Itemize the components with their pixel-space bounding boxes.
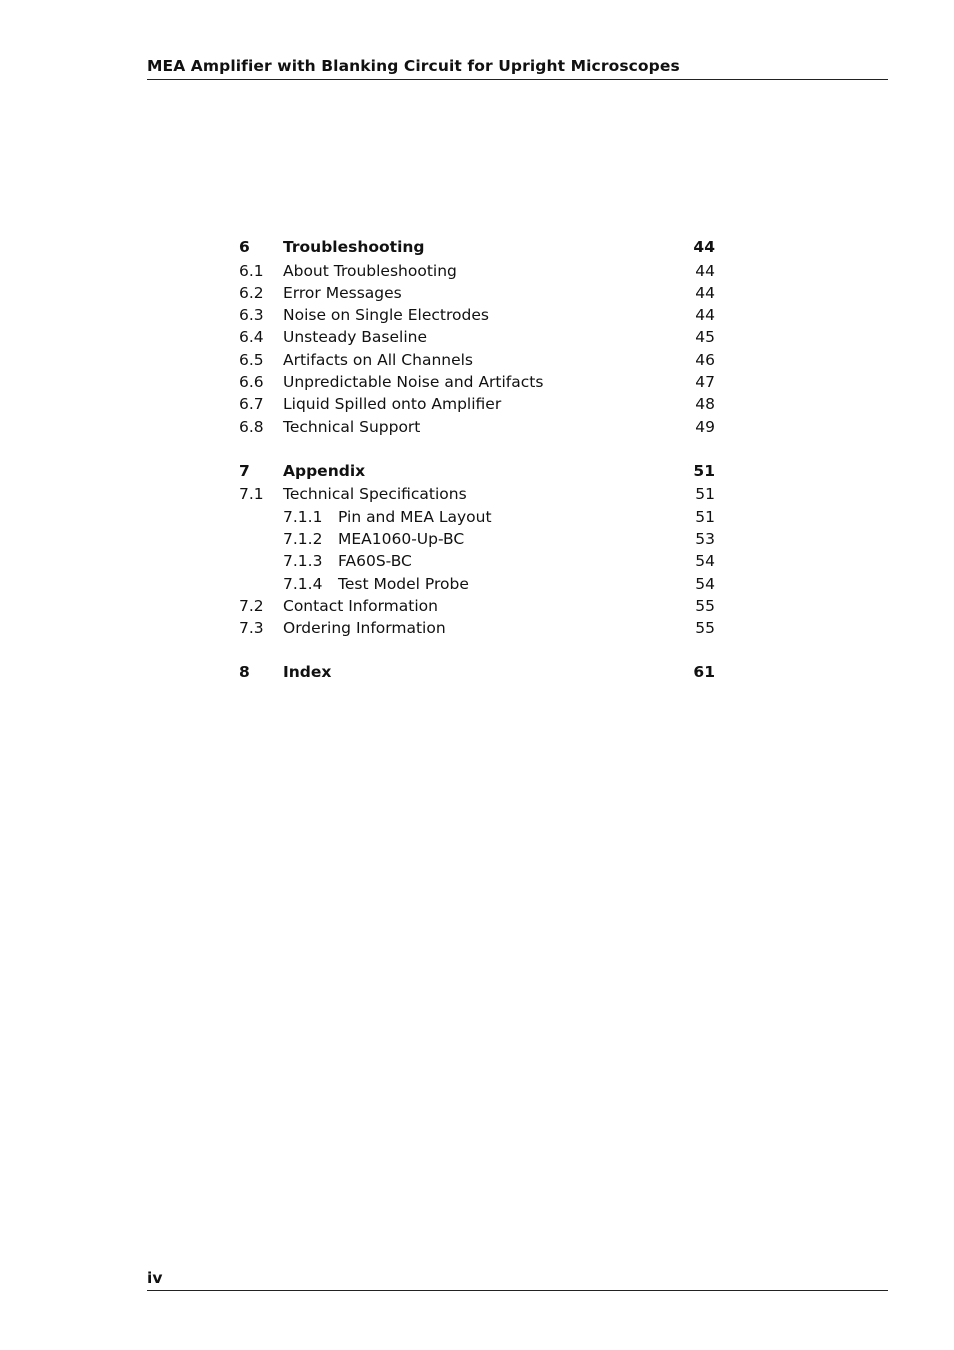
toc-entry-page: 51 <box>695 485 715 504</box>
toc-entry-number: 6.2 <box>239 283 264 302</box>
toc-entry-title: Unsteady Baseline <box>283 328 428 347</box>
toc-entry[interactable] <box>239 528 715 550</box>
toc-entry-page: 45 <box>695 328 715 347</box>
toc-entry-page: 51 <box>695 507 715 526</box>
toc-entry-title: Pin and MEA Layout <box>338 507 492 526</box>
toc-entry-page: 46 <box>695 350 715 369</box>
toc-entry-title: Liquid Spilled onto Amplifier <box>283 395 502 414</box>
toc-spacer <box>239 438 715 460</box>
toc-entry-page: 44 <box>695 306 715 325</box>
toc-entry-page: 44 <box>695 283 715 302</box>
toc-entry[interactable] <box>239 260 715 282</box>
toc-spacer <box>239 639 715 661</box>
toc-entry-title: Technical Specifications <box>283 485 467 504</box>
toc-entry[interactable] <box>239 617 715 639</box>
toc-entry[interactable] <box>239 326 715 348</box>
toc-entry-page: 54 <box>695 552 715 571</box>
toc-entry-number: 6.7 <box>239 395 264 414</box>
table-of-contents <box>239 236 715 685</box>
toc-entry-page: 48 <box>695 395 715 414</box>
toc-entry-page: 54 <box>695 574 715 593</box>
toc-entry-title: Noise on Single Electrodes <box>283 306 489 325</box>
toc-entry-number: 7.1.4 <box>283 574 323 593</box>
toc-entry-number: 7 <box>239 461 250 480</box>
toc-entry[interactable] <box>239 506 715 528</box>
toc-entry-number: 6 <box>239 238 250 256</box>
toc-entry-title: Artifacts on All Channels <box>283 350 474 369</box>
toc-entry-title: Unpredictable Noise and Artifacts <box>283 372 544 391</box>
toc-entry-title: About Troubleshooting <box>283 261 457 280</box>
toc-entry-number: 7.1.3 <box>283 552 323 571</box>
toc-entry-page: 47 <box>695 372 715 391</box>
document-title: MEA Amplifier with Blanking Circuit for Upright Microscopes <box>147 57 680 75</box>
toc-entry[interactable] <box>239 371 715 393</box>
toc-entry-page: 49 <box>695 417 715 436</box>
toc-entry[interactable] <box>239 236 715 260</box>
toc-entry-number: 6.3 <box>239 306 264 325</box>
toc-entry-page: 44 <box>695 261 715 280</box>
toc-entry-page: 55 <box>695 596 715 615</box>
toc-entry-number: 6.1 <box>239 261 264 280</box>
page-number: iv <box>147 1269 163 1287</box>
toc-entry[interactable] <box>239 393 715 415</box>
toc-entry-page: 53 <box>695 529 715 548</box>
toc-entry-title: Technical Support <box>283 417 421 436</box>
toc-entry-number: 7.1.2 <box>283 529 323 548</box>
page-footer <box>147 1268 888 1291</box>
toc-entry[interactable] <box>239 460 715 484</box>
toc-entry-title: Appendix <box>283 461 366 480</box>
toc-entry-number: 6.4 <box>239 328 264 347</box>
toc-entry-page: 61 <box>693 663 715 682</box>
toc-entry-title: Troubleshooting <box>283 238 425 256</box>
toc-entry-number: 7.1.1 <box>283 507 323 526</box>
toc-entry-title: MEA1060-Up-BC <box>338 529 465 548</box>
toc-entry-number: 7.1 <box>239 485 264 504</box>
toc-entry-title: Ordering Information <box>283 619 446 638</box>
toc-entry-title: Contact Information <box>283 596 438 615</box>
toc-entry[interactable] <box>239 573 715 595</box>
toc-entry[interactable] <box>239 349 715 371</box>
toc-entry[interactable] <box>239 661 715 685</box>
toc-entry-number: 8 <box>239 663 250 682</box>
toc-entry-page: 44 <box>693 238 715 256</box>
toc-entry-number: 6.5 <box>239 350 264 369</box>
toc-entry[interactable] <box>239 416 715 438</box>
toc-entry-title: Error Messages <box>283 283 402 302</box>
toc-entry[interactable] <box>239 595 715 617</box>
toc-entry-page: 55 <box>695 619 715 638</box>
toc-entry-title: Index <box>283 663 332 682</box>
toc-entry-number: 6.8 <box>239 417 264 436</box>
page-header <box>147 56 888 80</box>
toc-entry-number: 7.3 <box>239 619 264 638</box>
toc-entry[interactable] <box>239 282 715 304</box>
toc-entry-title: FA60S-BC <box>338 552 412 571</box>
toc-entry[interactable] <box>239 550 715 572</box>
toc-entry-number: 7.2 <box>239 596 264 615</box>
toc-entry[interactable] <box>239 304 715 326</box>
toc-entry-title: Test Model Probe <box>338 574 469 593</box>
toc-entry[interactable] <box>239 483 715 505</box>
toc-entry-number: 6.6 <box>239 372 264 391</box>
toc-entry-page: 51 <box>693 461 715 480</box>
